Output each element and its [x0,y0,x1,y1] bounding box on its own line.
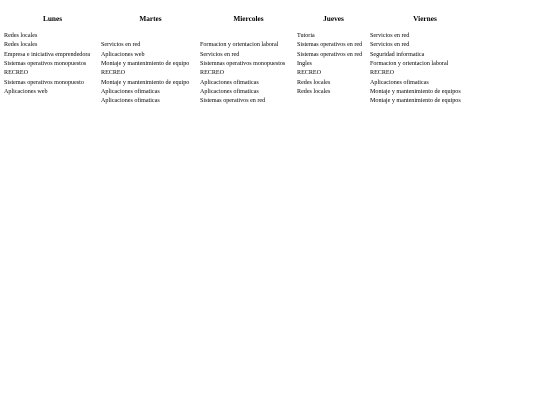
table-cell: Redes locales [4,33,38,39]
table-cell: Servicios en red [370,33,410,39]
table-cell [101,32,200,41]
table-cell: Sistemas operativos en red [200,98,266,105]
table-row [4,41,480,50]
table-cell: Aplicaciones ofimaticas [101,98,160,105]
table-cell: Servicios en red [200,51,240,58]
table-cell: Redes locales [4,42,38,49]
table-cell: Sistemas operativos en red [297,51,363,58]
table-cell: Montaje y mantenimiento de equipo [101,61,190,68]
table-cell [4,97,101,106]
table-cell: RECREO [297,70,322,77]
table-cell: Servicios en red [101,42,141,49]
table-cell: Aplicaciones ofimaticas [200,79,259,86]
table-cell: Empresa e iniciativa emprendedora [4,51,91,58]
table-cell: Sistemnas operativos monopuestos [200,61,286,68]
table-row [4,88,480,97]
table-row [4,97,480,106]
table-cell: Seguridad informatica [370,51,425,58]
header-spacer [4,25,480,32]
header-row [4,11,480,25]
table-cell: Servicios en red [370,42,410,49]
header-jueves: Jueves [323,13,344,23]
table-cell: Montaje y mantenimiento de equipos [370,89,461,96]
table-cell: RECREO [200,70,225,77]
table-cell: Redes locales [297,89,331,96]
table-row-recreo [4,69,480,78]
header-lunes: Lunes [42,13,63,23]
table-cell [297,97,370,106]
table-cell: Aplicaciones web [4,89,48,96]
table-cell: RECREO [370,70,395,77]
header-viernes: Viernes [413,13,437,23]
header-martes: Martes [139,13,162,23]
table-cell: Montaje y mantenimiento de equipo [101,79,190,86]
table-cell: Formacion y orientacion laboral [200,42,279,49]
table-cell: Aplicaciones web [101,51,145,58]
table-cell [200,32,297,41]
weekly-schedule-table [4,11,480,107]
table-cell: Sistemas operativos en red [297,42,363,49]
table-cell: Aplicaciones ofimaticas [370,79,429,86]
header-miercoles: Miercoles [233,13,264,23]
table-row [4,79,480,88]
table-row [4,51,480,60]
table-cell: Formacion y orientacion laboral [370,61,449,68]
table-cell: Montaje y mantenimiento de equipos [370,98,461,105]
table-cell: RECREO [101,70,126,77]
table-cell: Aplicaciones ofimaticas [200,89,259,96]
table-row [4,32,480,41]
table-cell: Sistemas operativos monopuesto [4,79,84,86]
table-cell: Redes locales [297,79,331,86]
table-cell: RECREO [4,70,29,77]
table-cell: Tutoria [297,33,315,39]
table-cell: Ingles [297,61,312,68]
table-cell: Sistemas operativos monopuestos [4,61,87,68]
table-row [4,60,480,69]
table-cell: Aplicaciones ofimaticas [101,89,160,96]
